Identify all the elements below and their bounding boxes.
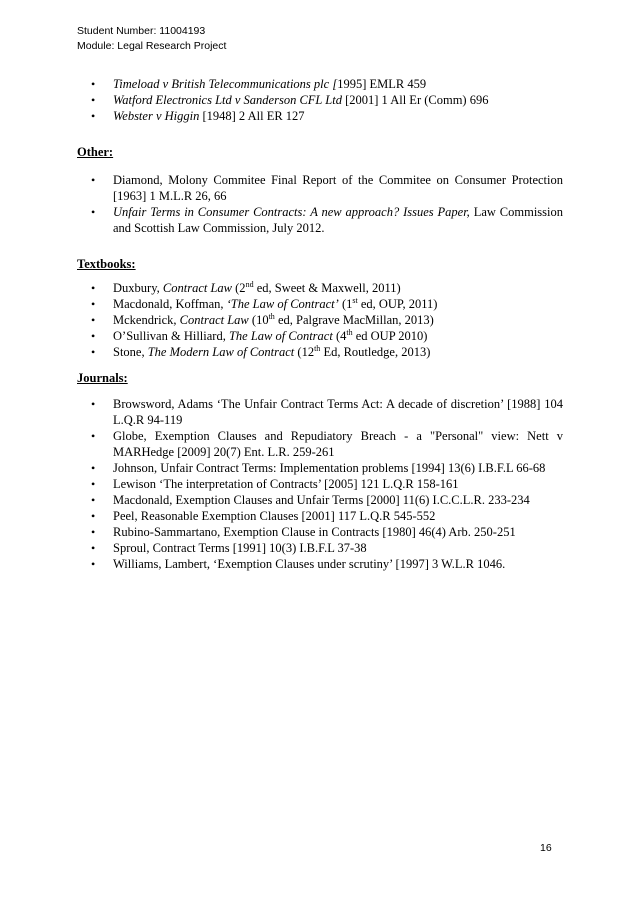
textbooks-heading: Textbooks:	[77, 257, 136, 271]
list-item	[77, 76, 563, 92]
list-item	[77, 108, 563, 124]
case-title: Watford Electronics Ltd v Sanderson CFL Ltd	[113, 93, 342, 107]
cases-list	[77, 76, 563, 124]
list-item: • O’Sullivan & Hilliard, The Law of Contract (4th ed OUP 2010)	[77, 328, 563, 344]
other-heading: Other:	[77, 145, 114, 159]
student-number: Student Number: 11004193	[77, 25, 206, 37]
list-item: • Macdonald, Koffman, ‘The Law of Contract’ (1st ed, OUP, 2011)	[77, 296, 563, 312]
list-item: • Unfair Terms in Consumer Contracts: A new approach? Issues Paper, Law Commission and Scottish Law Commission, July 2012.	[77, 204, 563, 236]
list-item: • Stone, The Modern Law of Contract (12th Ed, Routledge, 2013)	[77, 344, 563, 360]
textbooks-list	[77, 280, 563, 360]
list-item: • Sproul, Contract Terms [1991] 10(3) I.B.F.L 37-38	[77, 540, 563, 556]
other-list	[77, 172, 563, 236]
journals-list	[77, 396, 563, 572]
list-item: • Browsword, Adams ‘The Unfair Contract Terms Act: A decade of discretion’ [1988] 104 L.Q.R 94-119	[77, 396, 563, 428]
bibliography-content	[77, 76, 563, 572]
module-title: Module: Legal Research Project	[77, 40, 227, 52]
list-item: • Globe, Exemption Clauses and Repudiatory Breach - a "Personal" view: Nett v MARHedge [2009] 20(7) Ent. L.R. 259-261	[77, 428, 563, 460]
list-item: • Lewison ‘The interpretation of Contracts’ [2005] 121 L.Q.R 158-161	[77, 476, 563, 492]
page-header	[77, 24, 226, 54]
case-citation: 1995] EMLR 459	[337, 77, 427, 91]
list-item: • Peel, Reasonable Exemption Clauses [2001] 117 L.Q.R 545-552	[77, 508, 563, 524]
list-item: • Mckendrick, Contract Law (10th ed, Palgrave MacMillan, 2013)	[77, 312, 563, 328]
case-citation: [1948] 2 All ER 127	[199, 109, 305, 123]
page-number: 16	[540, 842, 552, 854]
list-item: • Duxbury, Contract Law (2nd ed, Sweet & Maxwell, 2011)	[77, 280, 563, 296]
journals-heading: Journals:	[77, 371, 128, 385]
case-title: Webster v Higgin	[113, 109, 200, 123]
list-item: • Johnson, Unfair Contract Terms: Implementation problems [1994] 13(6) I.B.F.L 66-68	[77, 460, 563, 476]
list-item: • Williams, Lambert, ‘Exemption Clauses under scrutiny’ [1997] 3 W.L.R 1046.	[77, 556, 563, 572]
case-citation: [2001] 1 All Er (Comm) 696	[341, 93, 489, 107]
list-item: • Diamond, Molony Commitee Final Report of the Commitee on Consumer Protection [1963] 1 M.L.R 26, 66	[77, 172, 563, 204]
list-item	[77, 92, 563, 108]
case-title: Timeload v British Telecommunications plc [	[113, 77, 338, 91]
list-item: • Rubino-Sammartano, Exemption Clause in Contracts [1980] 46(4) Arb. 250-251	[77, 524, 563, 540]
list-item: • Macdonald, Exemption Clauses and Unfair Terms [2000] 11(6) I.C.C.L.R. 233-234	[77, 492, 563, 508]
